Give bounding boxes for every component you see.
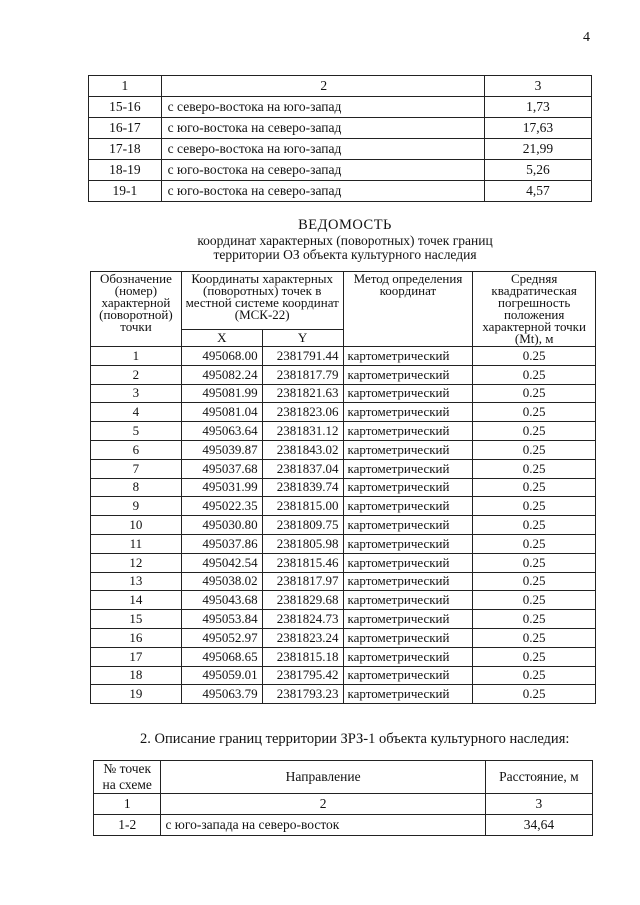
error-cell: 0.25 (473, 347, 596, 366)
segment-direction: с юго-востока на северо-запад (161, 181, 484, 202)
table-row (91, 365, 596, 384)
segment-distance: 5,26 (484, 160, 591, 181)
error-cell: 0.25 (473, 666, 596, 685)
segment-direction: с северо-востока на юго-запад (161, 139, 484, 160)
method-cell: картометрический (343, 647, 473, 666)
coord-y: 2381831.12 (262, 422, 343, 441)
error-cell: 0.25 (473, 591, 596, 610)
coord-y: 2381839.74 (262, 478, 343, 497)
table-row (91, 553, 596, 572)
method-cell: картометрический (343, 591, 473, 610)
coord-x: 495063.79 (181, 685, 262, 704)
coord-x: 495068.65 (181, 647, 262, 666)
table-row (89, 97, 592, 118)
point-number: 6 (91, 440, 182, 459)
segment-points: 15-16 (89, 97, 162, 118)
table-row (91, 666, 596, 685)
point-number: 4 (91, 403, 182, 422)
coord-y: 2381815.00 (262, 497, 343, 516)
method-cell: картометрический (343, 347, 473, 366)
method-cell: картометрический (343, 572, 473, 591)
method-cell: картометрический (343, 534, 473, 553)
coord-y: 2381837.04 (262, 459, 343, 478)
point-number: 17 (91, 647, 182, 666)
coord-y: 2381821.63 (262, 384, 343, 403)
segment-distance: 4,57 (484, 181, 591, 202)
method-cell: картометрический (343, 459, 473, 478)
error-cell: 0.25 (473, 553, 596, 572)
header-method: Метод определения координат (343, 272, 473, 347)
table-row (91, 478, 596, 497)
table-row (91, 572, 596, 591)
segment-points: 17-18 (89, 139, 162, 160)
error-cell: 0.25 (473, 516, 596, 535)
table-row (91, 647, 596, 666)
segment-direction: с юго-востока на северо-запад (161, 118, 484, 139)
error-cell: 0.25 (473, 403, 596, 422)
point-number: 3 (91, 384, 182, 403)
error-cell: 0.25 (473, 365, 596, 384)
error-cell: 0.25 (473, 384, 596, 403)
column-number: 2 (161, 76, 484, 97)
coord-y: 2381817.97 (262, 572, 343, 591)
coord-x: 495059.01 (181, 666, 262, 685)
point-number: 12 (91, 553, 182, 572)
table-row (89, 118, 592, 139)
error-cell: 0.25 (473, 572, 596, 591)
point-number: 16 (91, 628, 182, 647)
table-row (91, 422, 596, 441)
table-row (91, 534, 596, 553)
point-number: 7 (91, 459, 182, 478)
column-numbering-row (94, 794, 593, 815)
error-cell: 0.25 (473, 534, 596, 553)
segment-distance: 1,73 (484, 97, 591, 118)
segment-points: 1-2 (94, 815, 161, 836)
method-cell: картометрический (343, 422, 473, 441)
statement-subtitle-line1: координат характерных (поворотных) точек границ (197, 233, 493, 248)
method-cell: картометрический (343, 384, 473, 403)
table-row (94, 815, 593, 836)
table-row (91, 628, 596, 647)
table-row (89, 160, 592, 181)
coord-y: 2381815.18 (262, 647, 343, 666)
coord-x: 495038.02 (181, 572, 262, 591)
table-row (91, 516, 596, 535)
error-cell: 0.25 (473, 610, 596, 629)
error-cell: 0.25 (473, 628, 596, 647)
coord-y: 2381817.79 (262, 365, 343, 384)
column-number: 3 (484, 76, 591, 97)
coord-y: 2381793.23 (262, 685, 343, 704)
coord-x: 495053.84 (181, 610, 262, 629)
point-number: 1 (91, 347, 182, 366)
segment-distance: 34,64 (485, 815, 592, 836)
table-row (91, 610, 596, 629)
coord-x: 495037.68 (181, 459, 262, 478)
method-cell: картометрический (343, 666, 473, 685)
error-cell: 0.25 (473, 422, 596, 441)
boundary-table-zrz1 (93, 760, 593, 836)
point-number: 9 (91, 497, 182, 516)
table-row (91, 347, 596, 366)
coord-y: 2381823.24 (262, 628, 343, 647)
coord-x: 495081.04 (181, 403, 262, 422)
header-x: X (181, 330, 262, 347)
coord-x: 495082.24 (181, 365, 262, 384)
method-cell: картометрический (343, 478, 473, 497)
table-row (91, 403, 596, 422)
method-cell: картометрический (343, 440, 473, 459)
coord-x: 495081.99 (181, 384, 262, 403)
error-cell: 0.25 (473, 497, 596, 516)
segment-distance: 17,63 (484, 118, 591, 139)
segment-points: 19-1 (89, 181, 162, 202)
segment-points: 16-17 (89, 118, 162, 139)
boundary-table-continued (88, 75, 592, 202)
method-cell: картометрический (343, 497, 473, 516)
column-number: 1 (89, 76, 162, 97)
point-number: 14 (91, 591, 182, 610)
column-number: 1 (94, 794, 161, 815)
coord-x: 495068.00 (181, 347, 262, 366)
table-header-row (89, 76, 592, 97)
statement-title: ВЕДОМОСТЬ (298, 217, 392, 233)
section-heading: 2. Описание границ территории ЗРЗ-1 объекта культурного наследия: (140, 731, 570, 747)
coord-x: 495039.87 (181, 440, 262, 459)
page-number: 4 (583, 30, 590, 45)
point-number: 2 (91, 365, 182, 384)
segment-direction: с юго-запада на северо-восток (161, 815, 485, 836)
error-cell: 0.25 (473, 440, 596, 459)
point-number: 8 (91, 478, 182, 497)
column-number: 3 (485, 794, 592, 815)
error-cell: 0.25 (473, 685, 596, 704)
header-error: Средняя квадратическая погрешность положения характерной точки (Mt), м (473, 272, 596, 347)
coord-y: 2381795.42 (262, 666, 343, 685)
header-distance: Расстояние, м (485, 761, 592, 794)
coord-y: 2381815.46 (262, 553, 343, 572)
method-cell: картометрический (343, 516, 473, 535)
point-number: 18 (91, 666, 182, 685)
coord-y: 2381823.06 (262, 403, 343, 422)
method-cell: картометрический (343, 628, 473, 647)
method-cell: картометрический (343, 403, 473, 422)
header-points: № точек на схеме (94, 761, 161, 794)
table-row (91, 591, 596, 610)
coord-x: 495031.99 (181, 478, 262, 497)
statement-subtitle-line2: территории ОЗ объекта культурного наследия (213, 247, 477, 262)
point-number: 10 (91, 516, 182, 535)
error-cell: 0.25 (473, 459, 596, 478)
coord-x: 495037.86 (181, 534, 262, 553)
coord-y: 2381809.75 (262, 516, 343, 535)
coord-x: 495063.64 (181, 422, 262, 441)
coord-y: 2381829.68 (262, 591, 343, 610)
table-row (89, 181, 592, 202)
table-row (89, 139, 592, 160)
segment-points: 18-19 (89, 160, 162, 181)
coordinates-table (90, 271, 596, 704)
coord-x: 495052.97 (181, 628, 262, 647)
coord-y: 2381805.98 (262, 534, 343, 553)
coord-y: 2381843.02 (262, 440, 343, 459)
point-number: 19 (91, 685, 182, 704)
segment-direction: с юго-востока на северо-запад (161, 160, 484, 181)
method-cell: картометрический (343, 685, 473, 704)
method-cell: картометрический (343, 365, 473, 384)
table-row (91, 384, 596, 403)
coord-x: 495042.54 (181, 553, 262, 572)
header-y: Y (262, 330, 343, 347)
header-point: Обозначение (номер) характерной (поворотной) точки (91, 272, 182, 347)
point-number: 15 (91, 610, 182, 629)
point-number: 11 (91, 534, 182, 553)
header-direction: Направление (161, 761, 485, 794)
error-cell: 0.25 (473, 647, 596, 666)
coord-x: 495043.68 (181, 591, 262, 610)
table-row (91, 440, 596, 459)
method-cell: картометрический (343, 553, 473, 572)
column-number: 2 (161, 794, 485, 815)
table-row (91, 497, 596, 516)
method-cell: картометрический (343, 610, 473, 629)
coord-y: 2381824.73 (262, 610, 343, 629)
segment-direction: с северо-востока на юго-запад (161, 97, 484, 118)
table-row (91, 459, 596, 478)
table-row (91, 685, 596, 704)
error-cell: 0.25 (473, 478, 596, 497)
segment-distance: 21,99 (484, 139, 591, 160)
coord-x: 495030.80 (181, 516, 262, 535)
coord-x: 495022.35 (181, 497, 262, 516)
point-number: 5 (91, 422, 182, 441)
coord-y: 2381791.44 (262, 347, 343, 366)
point-number: 13 (91, 572, 182, 591)
header-coordinates: Координаты характерных (поворотных) точек в местной системе координат (МСК-22) (181, 272, 343, 330)
